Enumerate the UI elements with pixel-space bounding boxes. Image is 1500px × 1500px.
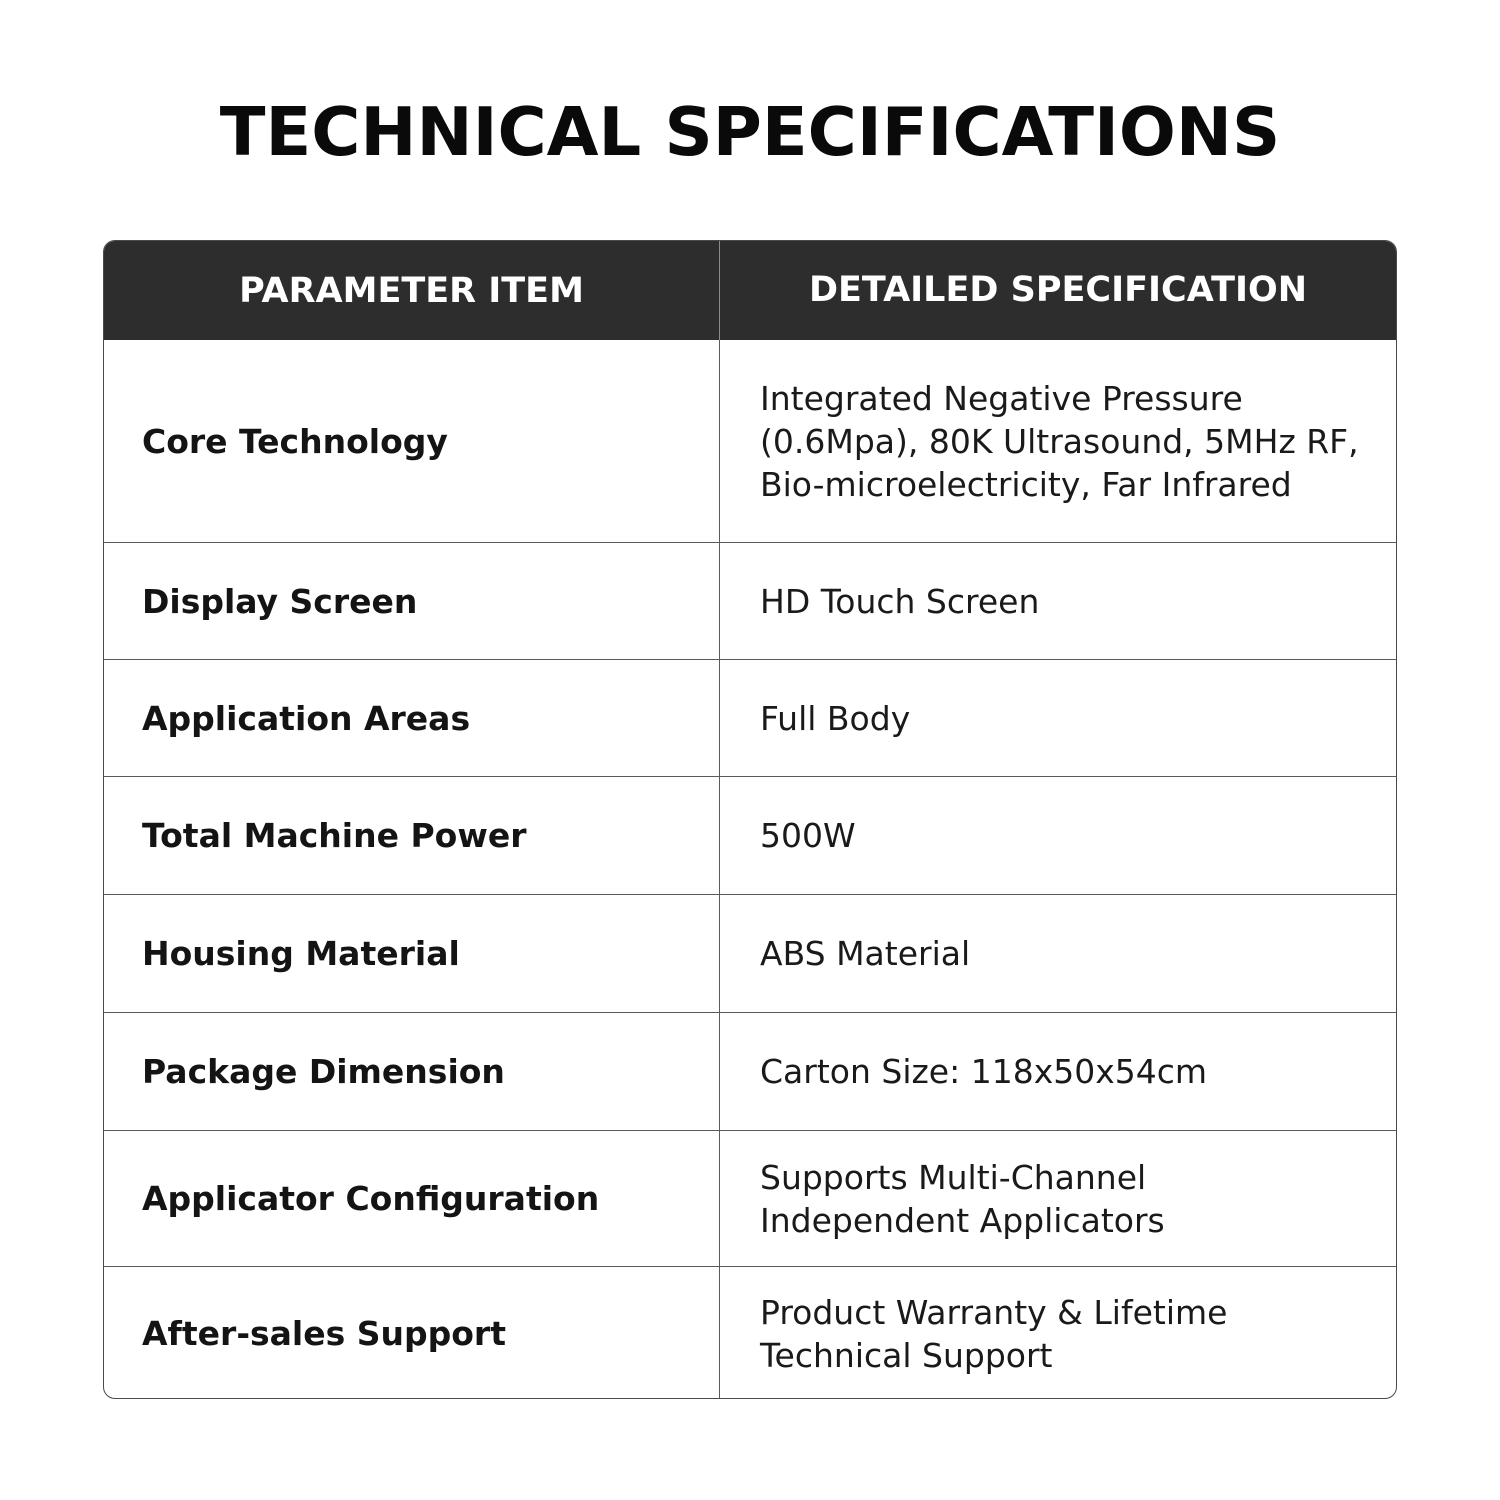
table-row (104, 340, 1396, 543)
column-header-specification: DETAILED SPECIFICATION (808, 270, 1308, 310)
page-title: TECHNICAL SPECIFICATIONS (219, 93, 1281, 171)
parameter-cell: Applicator Configuration (104, 1131, 720, 1266)
specification-line: Integrated Negative Pressure (760, 378, 1243, 418)
parameter-cell: Package Dimension (104, 1013, 720, 1130)
table-row (104, 1131, 1396, 1267)
specification-cell (720, 1267, 1396, 1399)
specification-line: Product Warranty & Lifetime (760, 1292, 1228, 1332)
specification-line: Bio-microelectricity, Far Infrared (760, 464, 1292, 504)
column-header-parameter: PARAMETER ITEM (104, 241, 720, 340)
specification-cell (720, 340, 1396, 542)
specification-line: (0.6Mpa), 80K Ultrasound, 5MHz RF, (760, 421, 1359, 461)
specification-cell (720, 543, 1396, 659)
specification-line: Independent Applicators (760, 1200, 1165, 1240)
specification-cell (720, 1013, 1396, 1130)
parameter-cell: After-sales Support (104, 1267, 720, 1399)
specification-line: ABS Material (760, 934, 971, 973)
parameter-cell: Total Machine Power (104, 777, 720, 894)
specification-line: Carton Size: 118x50x54cm (760, 1052, 1208, 1091)
specification-line: Full Body (760, 698, 911, 738)
table-row (104, 777, 1396, 895)
table-row (104, 1013, 1396, 1131)
specification-line: Technical Support (760, 1335, 1053, 1375)
parameter-cell: Housing Material (104, 895, 720, 1012)
table-row (104, 660, 1396, 777)
table-row (104, 895, 1396, 1013)
specification-line: Supports Multi-Channel (760, 1157, 1147, 1197)
specification-cell (720, 895, 1396, 1012)
table-header-row (104, 241, 1396, 340)
specification-cell (720, 1131, 1396, 1266)
specification-cell (720, 777, 1396, 894)
table-row (104, 543, 1396, 660)
parameter-cell: Application Areas (104, 660, 720, 776)
table-row (104, 1267, 1396, 1399)
specifications-table (103, 240, 1397, 1399)
parameter-cell: Display Screen (104, 543, 720, 659)
specification-cell (720, 660, 1396, 776)
specification-line: 500W (760, 816, 856, 855)
specification-line: HD Touch Screen (760, 581, 1040, 621)
parameter-cell: Core Technology (104, 340, 720, 542)
